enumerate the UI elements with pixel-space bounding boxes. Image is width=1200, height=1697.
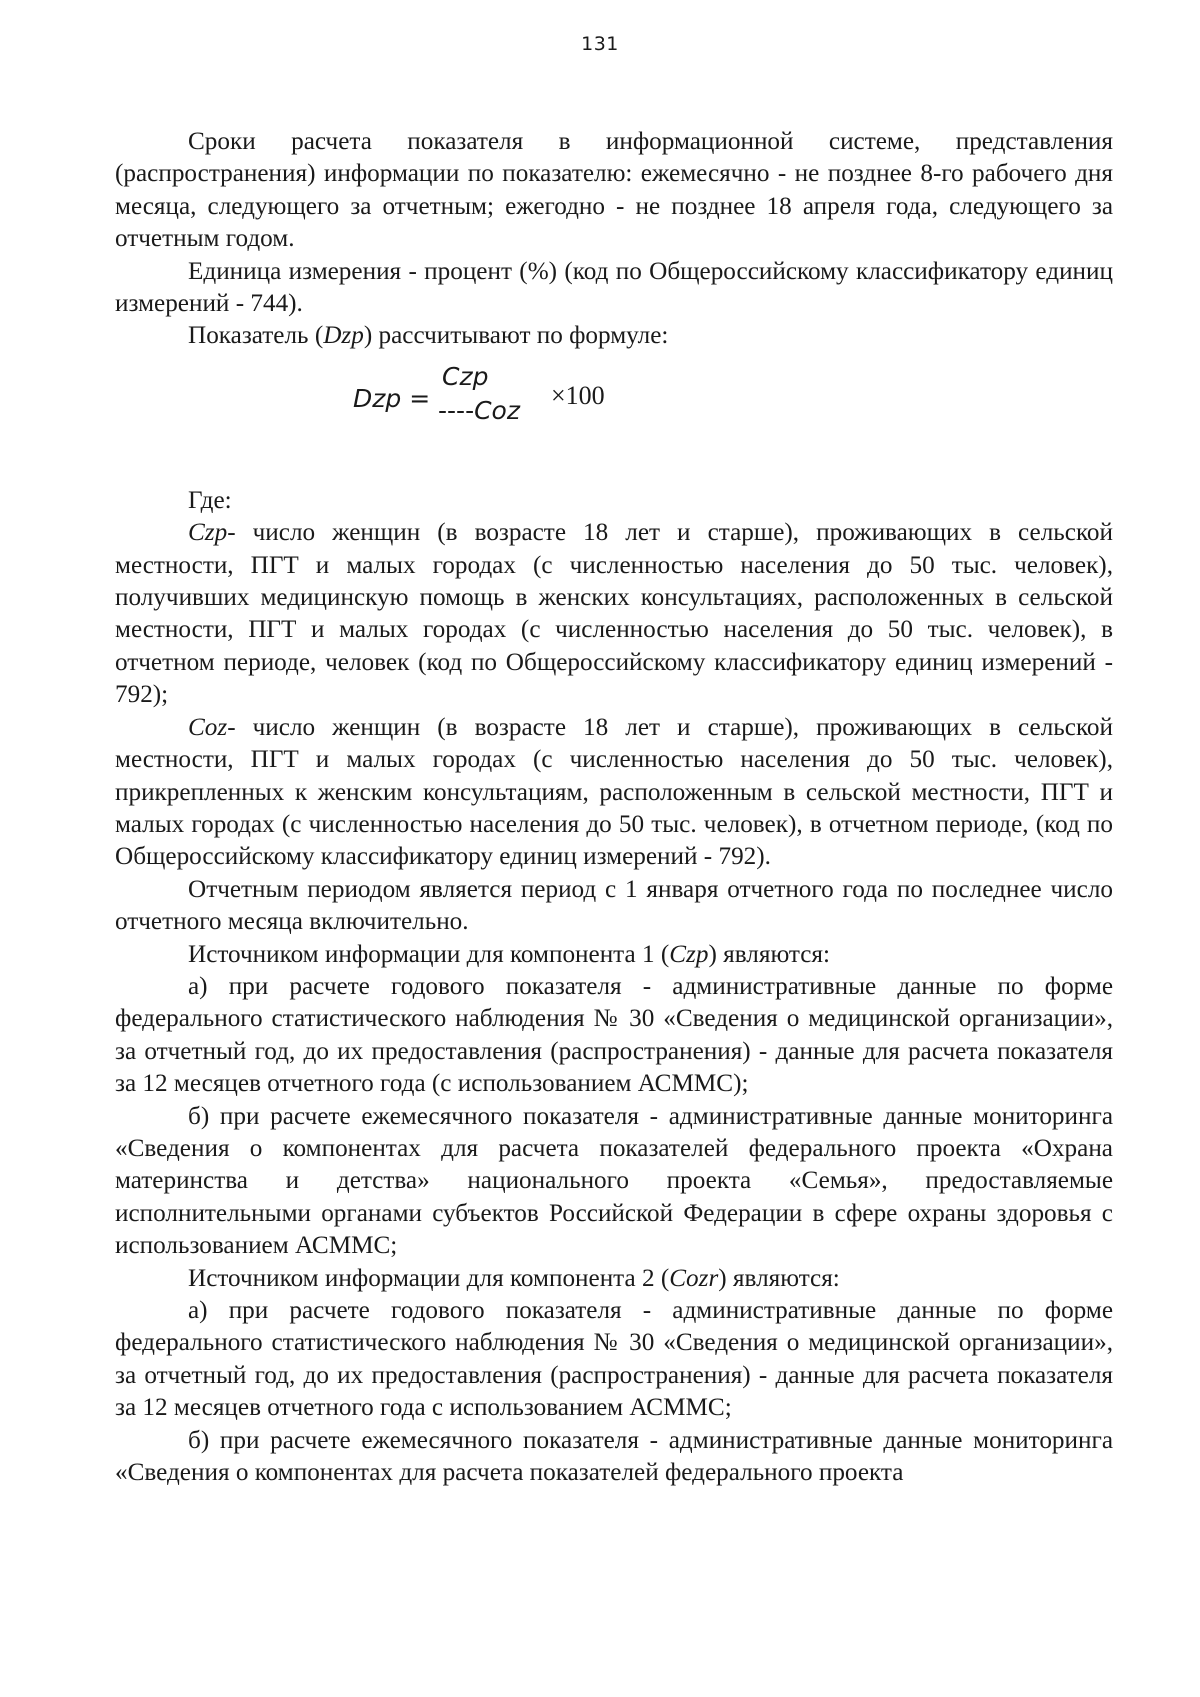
source-component-2-heading (115, 1263, 1113, 1295)
formula-multiplier: ×100 (551, 380, 605, 410)
source-1-item-b: б) при расчете ежемесячного показателя - административные данные мониторинга «Сведения о компонентах для расчета показателей федерального проекта «Охрана материнства и детства» национального проекта «Семья», предоставляемые исполнительными органами субъектов Российской Федерации в сфере охраны здоровья с использованием АСММС; (115, 1102, 1113, 1260)
formula-denominator-dashes: ---- (438, 395, 475, 425)
source-2-item-a: а) при расчете годового показателя - административные данные по форме федерального статистического наблюдения № 30 «Сведения о медицинской организации», за отчетный год, до их предоставления (распространения) - данные для расчета показателя за 12 месяцев отчетного года с использованием АСММС; (115, 1297, 1113, 1422)
formula-intro-text-end: ) рассчитывают по формуле: (363, 322, 669, 350)
source-2-variable: Cozr (669, 1264, 719, 1292)
czp-definition-text: - число женщин (в возрасте 18 лет и старше), проживающих в сельской местности, ПГТ и малых городах (с численностью населения до 50 тыс. человек), получивших медицинскую помощь в женских консультациях, расположенных в сельской местности, ПГТ и малых городах (с численностью населения до 50 тыс. человек), в отчетном периоде, человек (код по Общероссийскому классификатору единиц измерений - 792); (115, 519, 1113, 709)
source-1-item-a: а) при расчете годового показателя - административные данные по форме федерального статистического наблюдения № 30 «Сведения о медицинской организации», за отчетный год, до их предоставления (распространения) - данные для расчета показателя за 12 месяцев отчетного года (с использованием АСММС); (115, 972, 1113, 1098)
source-component-1-heading (115, 939, 1113, 971)
source-1-text: Источником информации для компонента 1 ( (188, 940, 670, 968)
reporting-period-paragraph: Отчетным периодом является период с 1 января отчетного года по последнее число отчетного месяца включительно. (115, 875, 1113, 936)
czp-definition (115, 517, 1113, 711)
formula-intro-paragraph (115, 320, 1113, 352)
source-1-variable: Czp (669, 940, 709, 968)
czp-variable: Czp (188, 519, 228, 547)
document-body (115, 126, 1113, 1489)
formula-numerator: Czp (442, 361, 489, 391)
source-2-item-b: б) при расчете ежемесячного показателя - административные данные мониторинга «Сведения о компонентах для расчета показателей федерального проекта (115, 1426, 1113, 1487)
calc-timing-paragraph: Сроки расчета показателя в информационной системе, представления (распространения) информации по показателю: ежемесячно - не позднее 8-го рабочего дня месяца, следующего за отчетным; ежегодно - не позднее 18 апреля года, следующего за отчетным годом. (115, 128, 1113, 253)
coz-definition-text: - число женщин (в возрасте 18 лет и старше), проживающих в сельской местности, ПГТ и малых городах (с численностью населения до 50 тыс. человек), прикрепленных к женским консультациям, расположенным в сельской местности, ПГТ и малых городах (с численностью населения до 50 тыс. человек), в отчетном периоде, (код по Общероссийскому классификатору единиц измерений - 792). (115, 713, 1113, 871)
source-2-text: Источником информации для компонента 2 ( (188, 1264, 670, 1292)
coz-variable: Coz (188, 713, 228, 741)
where-label: Где: (188, 486, 232, 514)
formula-denominator-variable: Coz (474, 395, 520, 425)
source-1-text-end: ) являются: (708, 940, 830, 968)
formula-denominator (438, 395, 520, 427)
unit-paragraph: Единица измерения - процент (%) (код по Общероссийскому классификатору единиц измерений - 744). (115, 257, 1113, 318)
formula-intro-text: Показатель ( (188, 322, 324, 350)
indicator-variable: Dzp (323, 322, 364, 350)
formula-lhs: Dzp = (353, 383, 431, 413)
source-2-text-end: ) являются: (718, 1264, 840, 1292)
coz-definition (115, 712, 1113, 874)
page-number: 131 (581, 33, 619, 55)
formula (115, 361, 1113, 475)
